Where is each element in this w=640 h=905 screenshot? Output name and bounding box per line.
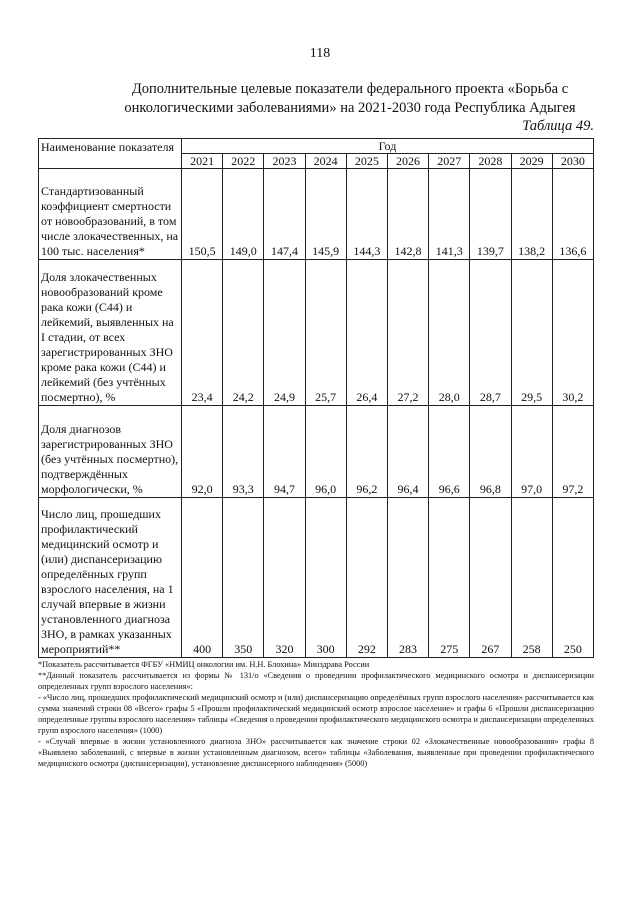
table-header-row <box>39 139 594 154</box>
table-cell: 26,4 <box>346 260 387 406</box>
footnote: **Данный показатель рассчитывается из формы № 131/о «Сведения о проведении профилактического медицинского осмотра и диспансеризации определенных групп взрослого населения»: <box>38 671 594 691</box>
footnote: - «Число лиц, прошедших профилактический медицинский осмотр и (или) диспансеризацию определённых групп взрослого населения» рассчитывается как сумма значений строки 08 «Всего» графы 5 «Прошли профилактический медицинский осмотр взрослое население» и графы 6 «Прошли диспансеризацию определенные группы взрослого населения» таблицы «Сведения о проведении профилактического медицинского осмотра и диспансеризации определенных групп взрослого населения» (1000) <box>38 693 594 735</box>
table-cell: 142,8 <box>387 169 428 260</box>
table-cell: 96,6 <box>429 406 470 498</box>
table-cell: 29,5 <box>511 260 552 406</box>
table-cell: 350 <box>223 498 264 658</box>
table-cell: 28,0 <box>429 260 470 406</box>
column-header-year: 2023 <box>264 154 305 169</box>
column-header-year: 2024 <box>305 154 346 169</box>
table-cell: 96,8 <box>470 406 511 498</box>
footnote: - «Случай впервые в жизни установленного диагноза ЗНО» рассчитывается как значение строки 02 «Злокачественные новообразования» графы 8 «Выявлено заболеваний, с впервые в жизни установленным диагнозом, всего» таблицы «Заболевания, выявленные при проведении профилактического медицинского осмотра (диспансеризации), установление диспансерного наблюдения» (5000) <box>38 737 594 768</box>
table-cell: 27,2 <box>387 260 428 406</box>
table-cell: 96,0 <box>305 406 346 498</box>
table-cell: 258 <box>511 498 552 658</box>
table-cell: 145,9 <box>305 169 346 260</box>
table-cell: 150,5 <box>182 169 223 260</box>
table-cell: 30,2 <box>552 260 593 406</box>
footnotes <box>38 659 594 769</box>
table-cell: 136,6 <box>552 169 593 260</box>
table-cell: 267 <box>470 498 511 658</box>
column-header-year-group: Год <box>182 139 594 154</box>
table-cell: 141,3 <box>429 169 470 260</box>
indicator-name: Число лиц, прошедших профилактический медицинский осмотр и (или) диспансеризацию определённых групп взрослого населения, на 1 случай впервые в жизни установленного диагноза ЗНО, в рамках указанных мероприятий** <box>39 498 182 658</box>
table-cell: 283 <box>387 498 428 658</box>
table-cell: 250 <box>552 498 593 658</box>
table-cell: 25,7 <box>305 260 346 406</box>
indicator-name: Доля диагнозов зарегистрированных ЗНО (без учтённых посмертно), подтверждённых морфологически, % <box>39 406 182 498</box>
table-cell: 138,2 <box>511 169 552 260</box>
table-cell: 93,3 <box>223 406 264 498</box>
table-cell: 300 <box>305 498 346 658</box>
page-number: 118 <box>309 46 331 61</box>
column-header-year: 2029 <box>511 154 552 169</box>
table-cell: 97,0 <box>511 406 552 498</box>
table-cell: 94,7 <box>264 406 305 498</box>
page-title: Дополнительные целевые показатели федерального проекта «Борьба с онкологическими заболеваниями» на 2021-2030 года Республика Адыгея <box>124 81 576 116</box>
table-cell: 147,4 <box>264 169 305 260</box>
table-cell: 96,4 <box>387 406 428 498</box>
table-row <box>39 406 594 498</box>
table-cell: 320 <box>264 498 305 658</box>
table-cell: 23,4 <box>182 260 223 406</box>
column-header-year: 2030 <box>552 154 593 169</box>
table-label: Таблица 49. <box>522 118 594 134</box>
table-cell: 24,2 <box>223 260 264 406</box>
table-cell: 292 <box>346 498 387 658</box>
column-header-year: 2022 <box>223 154 264 169</box>
table-row <box>39 260 594 406</box>
indicators-table <box>38 138 594 658</box>
column-header-year: 2021 <box>182 154 223 169</box>
table-cell: 275 <box>429 498 470 658</box>
table-cell: 92,0 <box>182 406 223 498</box>
column-header-year: 2025 <box>346 154 387 169</box>
column-header-indicator: Наименование показателя <box>39 139 182 169</box>
footnote: *Показатель рассчитывается ФГБУ «НМИЦ онкологии им. Н.Н. Блохина» Минздрава России <box>38 660 370 669</box>
table-cell: 144,3 <box>346 169 387 260</box>
table-cell: 149,0 <box>223 169 264 260</box>
table-row <box>39 169 594 260</box>
table-row <box>39 498 594 658</box>
indicator-name: Стандартизованный коэффициент смертности от новообразований, в том числе злокачественных, на 100 тыс. населения* <box>39 169 182 260</box>
table-cell: 400 <box>182 498 223 658</box>
indicator-name: Доля злокачественных новообразований кроме рака кожи (С44) и лейкемий, выявленных на I стадии, от всех зарегистрированных ЗНО кроме рака кожи (С44) и лейкемий (без учтённых посмертно), % <box>39 260 182 406</box>
table-cell: 97,2 <box>552 406 593 498</box>
table-cell: 139,7 <box>470 169 511 260</box>
column-header-year: 2027 <box>429 154 470 169</box>
table-cell: 24,9 <box>264 260 305 406</box>
table-cell: 28,7 <box>470 260 511 406</box>
column-header-year: 2026 <box>387 154 428 169</box>
column-header-year: 2028 <box>470 154 511 169</box>
table-cell: 96,2 <box>346 406 387 498</box>
